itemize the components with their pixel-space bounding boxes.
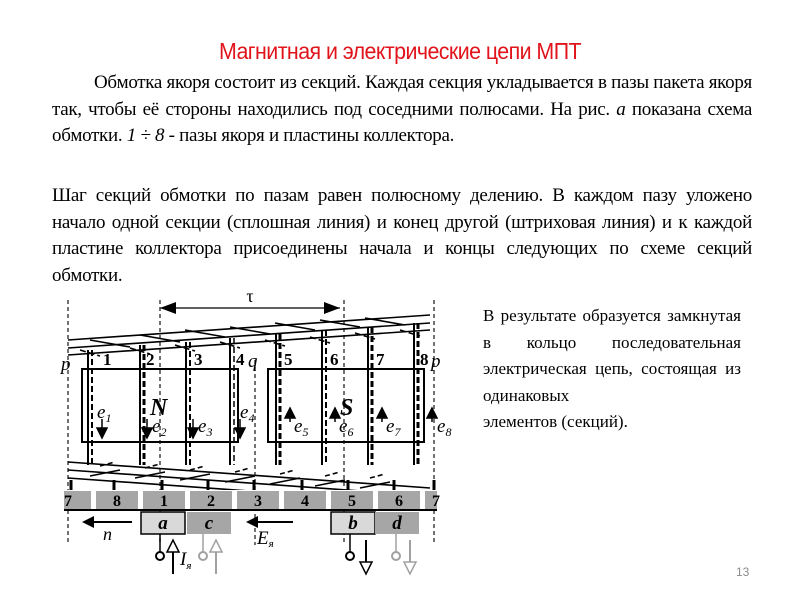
paragraph1-text-middle: показана схема обмотки. bbox=[52, 98, 752, 146]
svg-text:e1: $e_1$ bbox=[97, 402, 112, 425]
emf-direction bbox=[246, 516, 293, 550]
segment-2: 2 bbox=[207, 493, 215, 510]
svg-text:e2: $e_2$ bbox=[152, 416, 167, 439]
p-right-label: p bbox=[431, 351, 441, 372]
tau-label: τ bbox=[246, 286, 254, 306]
slide-number: 13 bbox=[736, 565, 750, 579]
slot-6-label: 6 bbox=[330, 350, 339, 369]
segment-1: 1 bbox=[160, 493, 168, 510]
brush-leads bbox=[156, 534, 416, 574]
brush-a-label: a bbox=[158, 513, 168, 534]
slot-2-label: 2 bbox=[146, 350, 155, 369]
side-text-main: В результате образуется замкнутая в кольцо последовательная электрическая цепь, состоящая из одинаковых bbox=[483, 306, 741, 405]
segment-5: 5 bbox=[348, 493, 356, 510]
south-pole-label: S bbox=[340, 395, 354, 421]
svg-text:e6: $e_6$ bbox=[339, 416, 354, 439]
q-label: q bbox=[248, 351, 258, 372]
svg-text:e4: $e_4$ bbox=[240, 402, 255, 425]
svg-text:e5: $e_5$ bbox=[294, 416, 309, 439]
slot-1-label: 1 bbox=[103, 350, 112, 369]
slot-5-label: 5 bbox=[284, 350, 293, 369]
paragraph1-text-end: - пазы якоря и пластины коллектора. bbox=[164, 125, 455, 146]
rotation-direction bbox=[82, 516, 132, 544]
svg-text:Eя: Eя bbox=[257, 528, 274, 550]
p-left-label: p bbox=[61, 354, 71, 375]
slot-7-label: 7 bbox=[376, 350, 385, 369]
pole-pitch-dimension bbox=[160, 286, 340, 314]
brush-c-label: c bbox=[204, 513, 214, 534]
segment-8: 8 bbox=[113, 493, 121, 510]
slot-3-label: 3 bbox=[194, 350, 203, 369]
slot-range: 1 ÷ 8 bbox=[126, 125, 165, 146]
svg-text:e7: $e_7$ bbox=[386, 416, 401, 439]
side-text-last: элементов (секций). bbox=[483, 412, 628, 431]
segment-4: 4 bbox=[301, 493, 309, 510]
segment-7-left: 7 bbox=[64, 493, 72, 510]
svg-text:e3: $e_3$ bbox=[198, 416, 213, 439]
north-pole-label: N bbox=[150, 395, 168, 421]
brush-b-label: b bbox=[348, 513, 358, 534]
paragraph-pitch-description: Шаг секций обмотки по пазам равен полюсному делению. В каждом пазу уложено начало одной секции (сплошная линия) и конец другой (штриховая линия) и к каждой пластине коллектора присоединены начала и концы следующих по схеме секций обмотки. bbox=[52, 185, 752, 286]
segment-6: 6 bbox=[395, 493, 403, 510]
svg-text:Iя: $I_я$ bbox=[180, 549, 192, 572]
paragraph1-text-start: Обмотка якоря состоит из секций. Каждая секция укладывается в пазы пакета якоря так, чтобы её стороны находились под соседними полюсами. На рис. bbox=[52, 72, 752, 120]
svg-text:e8: $e_8$ bbox=[437, 416, 452, 439]
segment-3: 3 bbox=[254, 493, 262, 510]
slot-8-label: 8 bbox=[420, 350, 429, 369]
slot-number-labels bbox=[103, 350, 429, 369]
figure-ref-a: а bbox=[616, 98, 626, 120]
slide-title: Магнитная и электрические цепи МПТ bbox=[218, 38, 582, 64]
slot-conductors bbox=[88, 323, 418, 465]
rotation-n-label: n bbox=[103, 524, 112, 544]
slot-4-label: 4 bbox=[236, 350, 245, 369]
brush-d-label: d bbox=[392, 513, 402, 534]
commutator bbox=[64, 490, 440, 510]
segment-7-right: 7 bbox=[432, 493, 440, 510]
